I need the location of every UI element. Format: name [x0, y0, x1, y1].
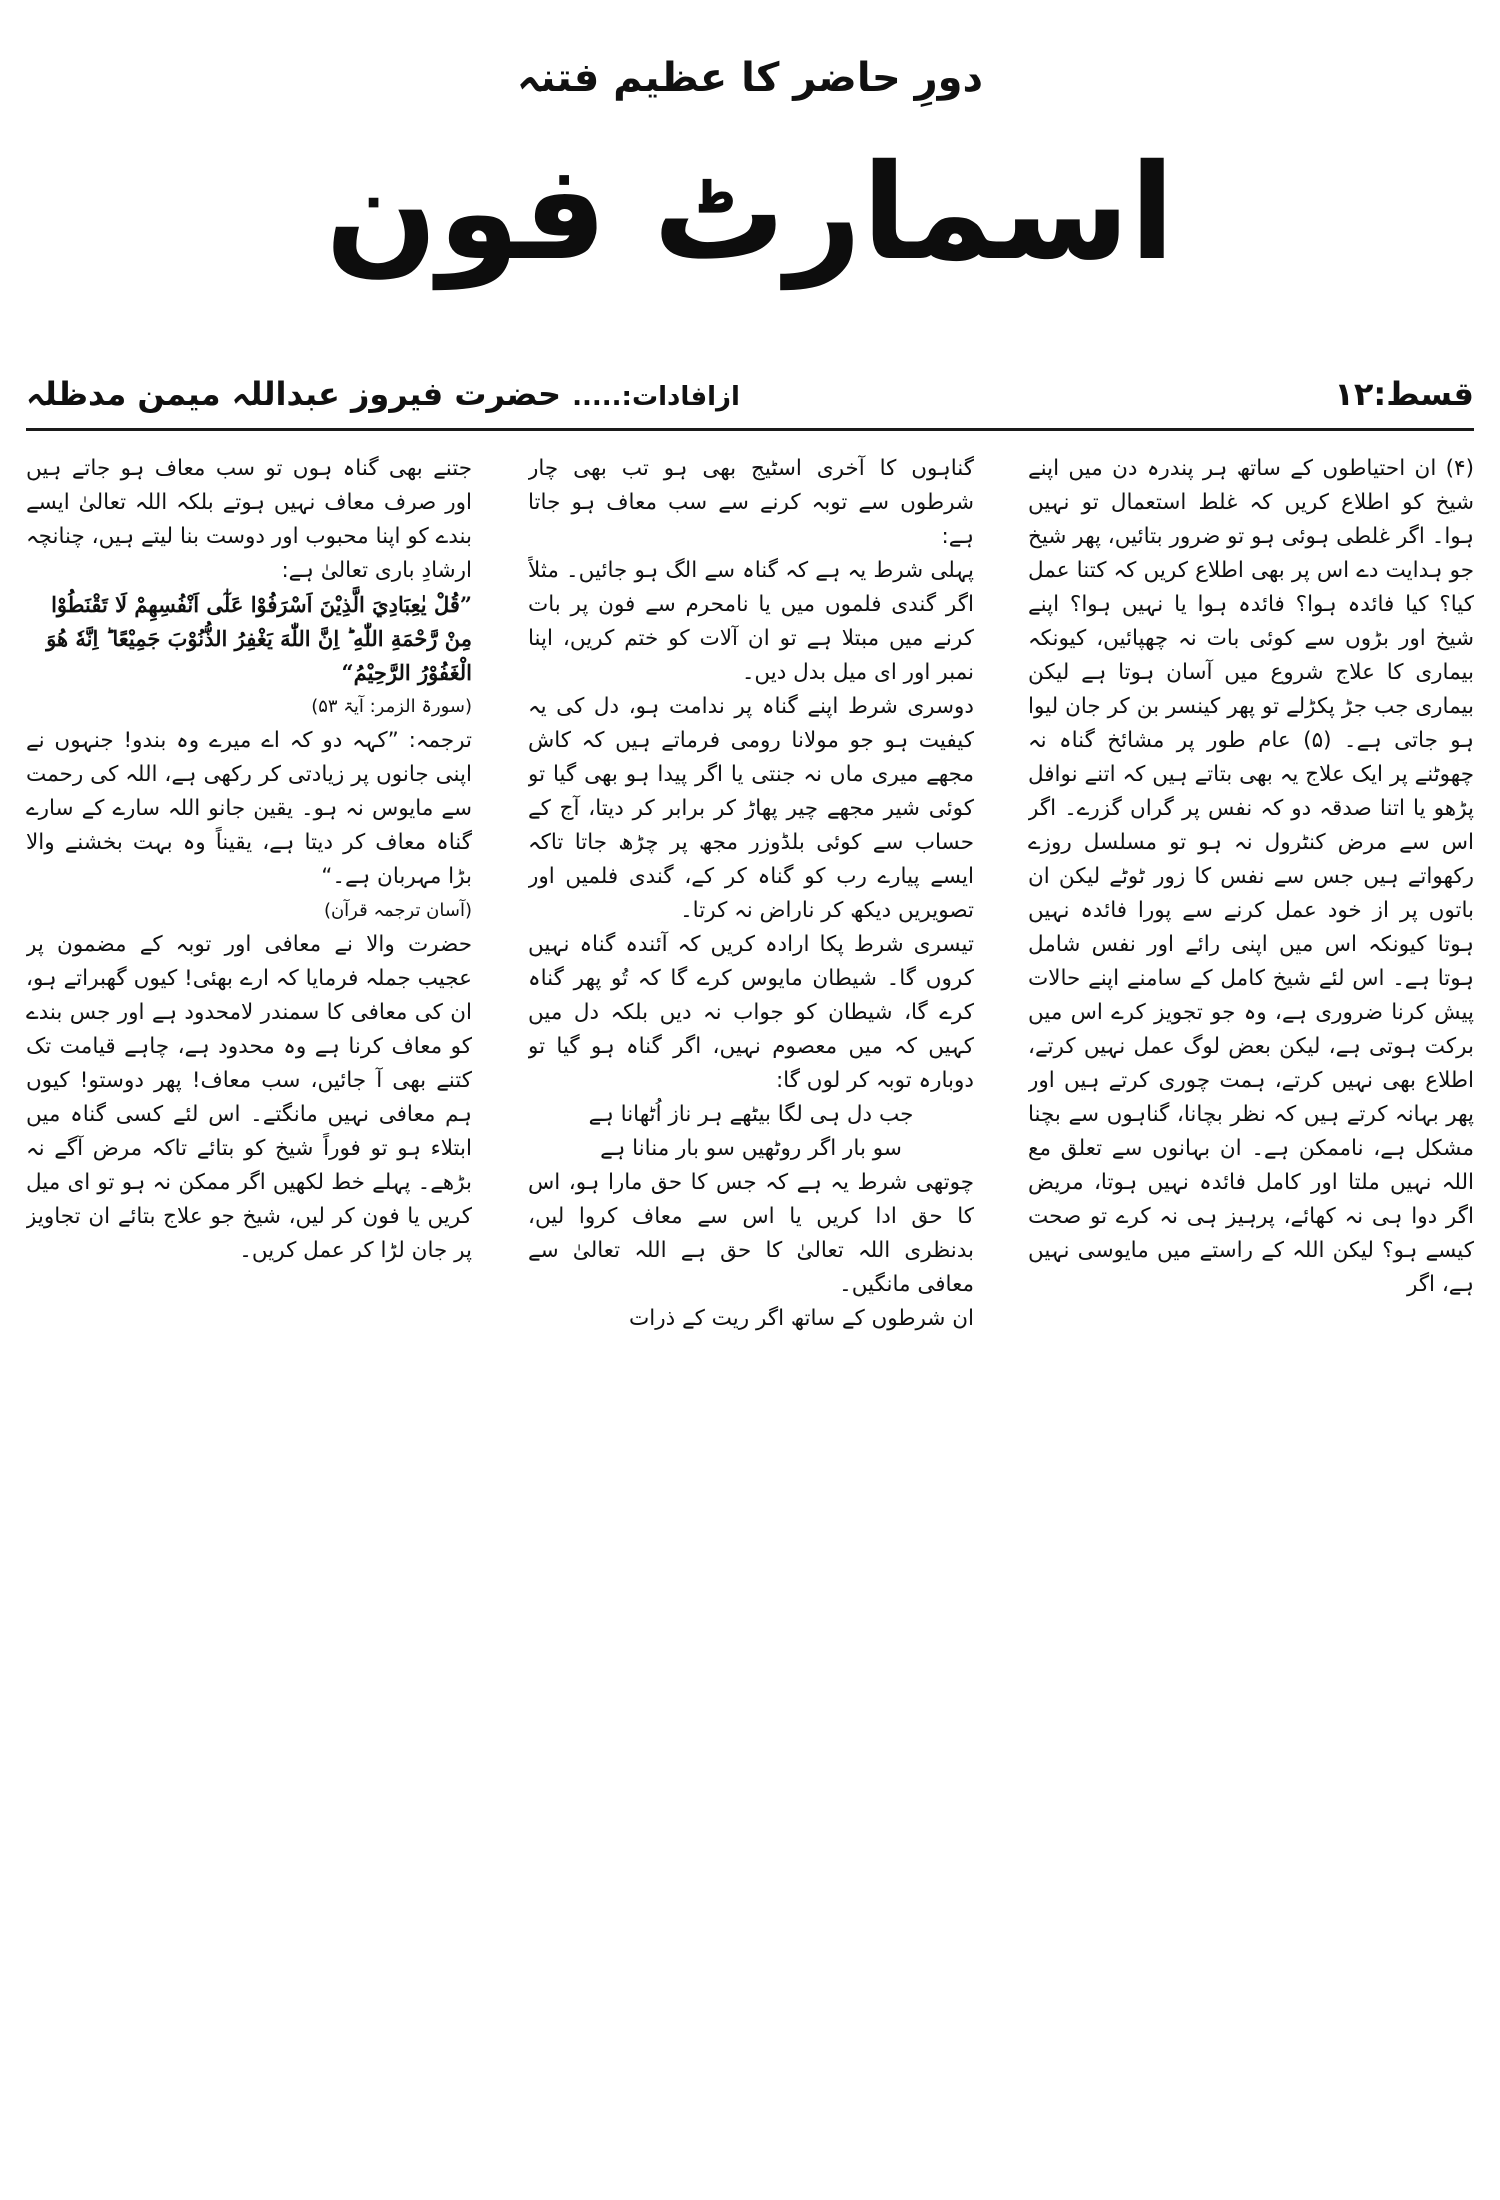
column-left: [26, 452, 472, 2192]
paragraph: ان شرطوں کے ساتھ اگر ریت کے ذرات: [628, 1306, 974, 1331]
paragraph: تیسری شرط پکا ارادہ کریں کہ آئندہ گناہ نہیں کروں گا۔ شیطان مایوس کرے گا کہ تُو پھر گناہ کرے گا، شیطان کو جواب نہ دیں بلکہ دل میں کہیں کہ میں معصوم نہیں، اگر گناہ ہو گیا تو دوبارہ توبہ کر لوں گا:: [528, 932, 974, 1093]
paragraph: حضرت والا نے معافی اور توبہ کے مضمون پر عجیب جملہ فرمایا کہ ارے بھئی! کیوں گھبراتے ہو، ان کی معافی کا سمندر لامحدود ہے اور جس بندے کو معاف کرنا ہے وہ محدود ہے، چاہے قیامت تک کتنے بھی آ جائیں، سب معاف! پھر دوستو! کیوں ہم معافی نہیں مانگتے۔ اس لئے کسی گناہ میں ابتلاء ہو تو فوراً شیخ کو بتائے تاکہ مرض آگے نہ بڑھے۔ پہلے خط لکھیں اگر ممکن نہ ہو تو ای میل کریں یا فون کر لیں، شیخ جو علاج بتائے ان تجاویز پر جان لڑا کر عمل کریں۔: [26, 932, 472, 1263]
byline: [26, 366, 740, 425]
verse-translation: ترجمہ: ”کہہ دو کہ اے میرے وہ بندو! جنہوں نے اپنی جانوں پر زیادتی کر رکھی ہے، اللہ کی رحمت سے مایوس نہ ہو۔ یقین جانو اللہ سارے کے سارے گناہ معاف کر دیتا ہے، یقیناً وہ بہت بخشنے والا بڑا مہربان ہے۔“: [26, 728, 472, 889]
verse-reference: (سورۃ الزمر: آیۃ ۵۳): [311, 696, 472, 717]
paragraph: جتنے بھی گناہ ہوں تو سب معاف ہو جاتے ہیں اور صرف معاف نہیں ہوتے بلکہ اللہ تعالیٰ ایسے بندے کو اپنا محبوب اور دوست بنا لیتے ہیں، چنانچہ ارشادِ باری تعالیٰ ہے:: [26, 456, 472, 583]
article-title: اسمارٹ فون: [325, 136, 1175, 290]
article-subtitle: دورِ حاضر کا عظیم فتنہ: [516, 55, 984, 101]
byline-label: ازافادات:.....: [572, 382, 740, 412]
paragraph: گناہوں کا آخری اسٹیج بھی ہو تب بھی چار شرطوں سے توبہ کرنے سے سب معاف ہو جاتا ہے:: [528, 456, 974, 549]
byline-row: [26, 366, 1474, 422]
translation-source: (آسان ترجمہ قرآن): [323, 900, 472, 921]
byline-author: حضرت فیروز عبداللہ میمن مدظلہ: [26, 375, 562, 413]
paragraph: چوتھی شرط یہ ہے کہ جس کا حق مارا ہو، اس کا حق ادا کریں یا اس سے معاف کروا لیں، بدنظری اللہ تعالیٰ کا حق ہے اللہ تعالیٰ سے معافی مانگیں۔: [528, 1170, 974, 1297]
quran-verse: ”قُلْ يٰعِبَادِيَ الَّذِيْنَ اَسْرَفُوْا عَلٰٓى اَنْفُسِهِمْ لَا تَقْنَطُوْا مِنْ رَّحْمَةِ اللّٰهِ ؕ اِنَّ اللّٰهَ يَغْفِرُ الذُّنُوْبَ جَمِيْعًا ؕ اِنَّهٗ هُوَ الْغَفُوْرُ الرَّحِيْمُ“: [46, 592, 472, 685]
poem-line: سو بار اگر روٹھیں سو بار منانا ہے: [600, 1136, 902, 1161]
episode-number: قسط:۱۲: [1334, 375, 1474, 413]
paragraph: (۴) ان احتیاطوں کے ساتھ ہر پندرہ دن میں اپنے شیخ کو اطلاع کریں کہ غلط استعمال تو نہیں ہوا۔ اگر غلطی ہوئی ہو تو ضرور بتائیں، پھر شیخ جو ہدایت دے اس پر بھی اطلاع کریں کہ کتنا عمل کیا؟ کیا فائدہ ہوا؟ فائدہ ہوا یا نہیں ہوا؟ اپنے شیخ اور بڑوں سے کوئی بات نہ چھپائیں، کیونکہ بیماری کا علاج شروع میں آسان ہوتا ہے لیکن بیماری جب جڑ پکڑلے تو پھر کینسر بن کر جان لیوا ہو جاتی ہے۔ (۵) عام طور پر مشائخ گناہ نہ چھوٹنے پر ایک علاج یہ بھی بتاتے ہیں کہ اتنے نوافل پڑھو یا اتنا صدقہ دو کہ نفس پر گراں گزرے۔ اگر اس سے مرض کنٹرول نہ ہو تو مسلسل روزے رکھواتے ہیں جس سے نفس کا زور ٹوٹے لیکن ان باتوں پر از خود عمل کرنے سے پورا فائدہ نہیں ہوتا کیونکہ اس میں اپنی رائے اور نفس شامل ہوتا ہے۔ اس لئے شیخ کامل کے سامنے اپنے حالات پیش کرنا ضروری ہے، وہ جو تجویز کرے اس میں برکت ہوتی ہے، لیکن بعض لوگ عمل نہیں کرتے، اطلاع بھی نہیں کرتے، ہمت چوری کرتے ہیں اور پھر بہانہ کرتے ہیں کہ نظر بچانا، گناہوں سے بچنا مشکل ہے، ناممکن ہے۔ ان بہانوں سے تعلق مع اللہ نہیں ملتا اور کامل فائدہ نہیں ہوتا، مریض اگر دوا ہی نہ کھائے، پرہیز ہی نہ کرے تو صحت کیسے ہو؟ لیکن اللہ کے راستے میں مایوسی نہیں ہے، اگر: [1028, 456, 1474, 1297]
poem-line: جب دل ہی لگا بیٹھے ہر ناز اُٹھانا ہے: [588, 1102, 914, 1127]
header-divider: [26, 428, 1474, 431]
column-middle: [528, 452, 974, 2192]
paragraph: پہلی شرط یہ ہے کہ گناہ سے الگ ہو جائیں۔ مثلاً اگر گندی فلموں میں یا نامحرم سے فون پر بات کرنے میں مبتلا ہے تو ان آلات کو ختم کریں، اپنا نمبر اور ای میل بدل دیں۔: [528, 558, 974, 685]
column-right: [1028, 452, 1474, 2192]
paragraph: دوسری شرط اپنے گناہ پر ندامت ہو، دل کی یہ کیفیت ہو جو مولانا رومی فرماتے ہیں کہ کاش مجھے میری ماں نہ جنتی یا اگر پیدا ہو بھی گیا تو کوئی شیر مجھے چیر پھاڑ کر برابر کر دیتا، آج کے حساب سے کوئی بلڈوزر مجھ پر چڑھ جاتا تاکہ ایسے پیارے رب کو گناہ کر کے، گندی فلمیں اور تصویریں دیکھ کر ناراض نہ کرتا۔: [528, 694, 974, 923]
